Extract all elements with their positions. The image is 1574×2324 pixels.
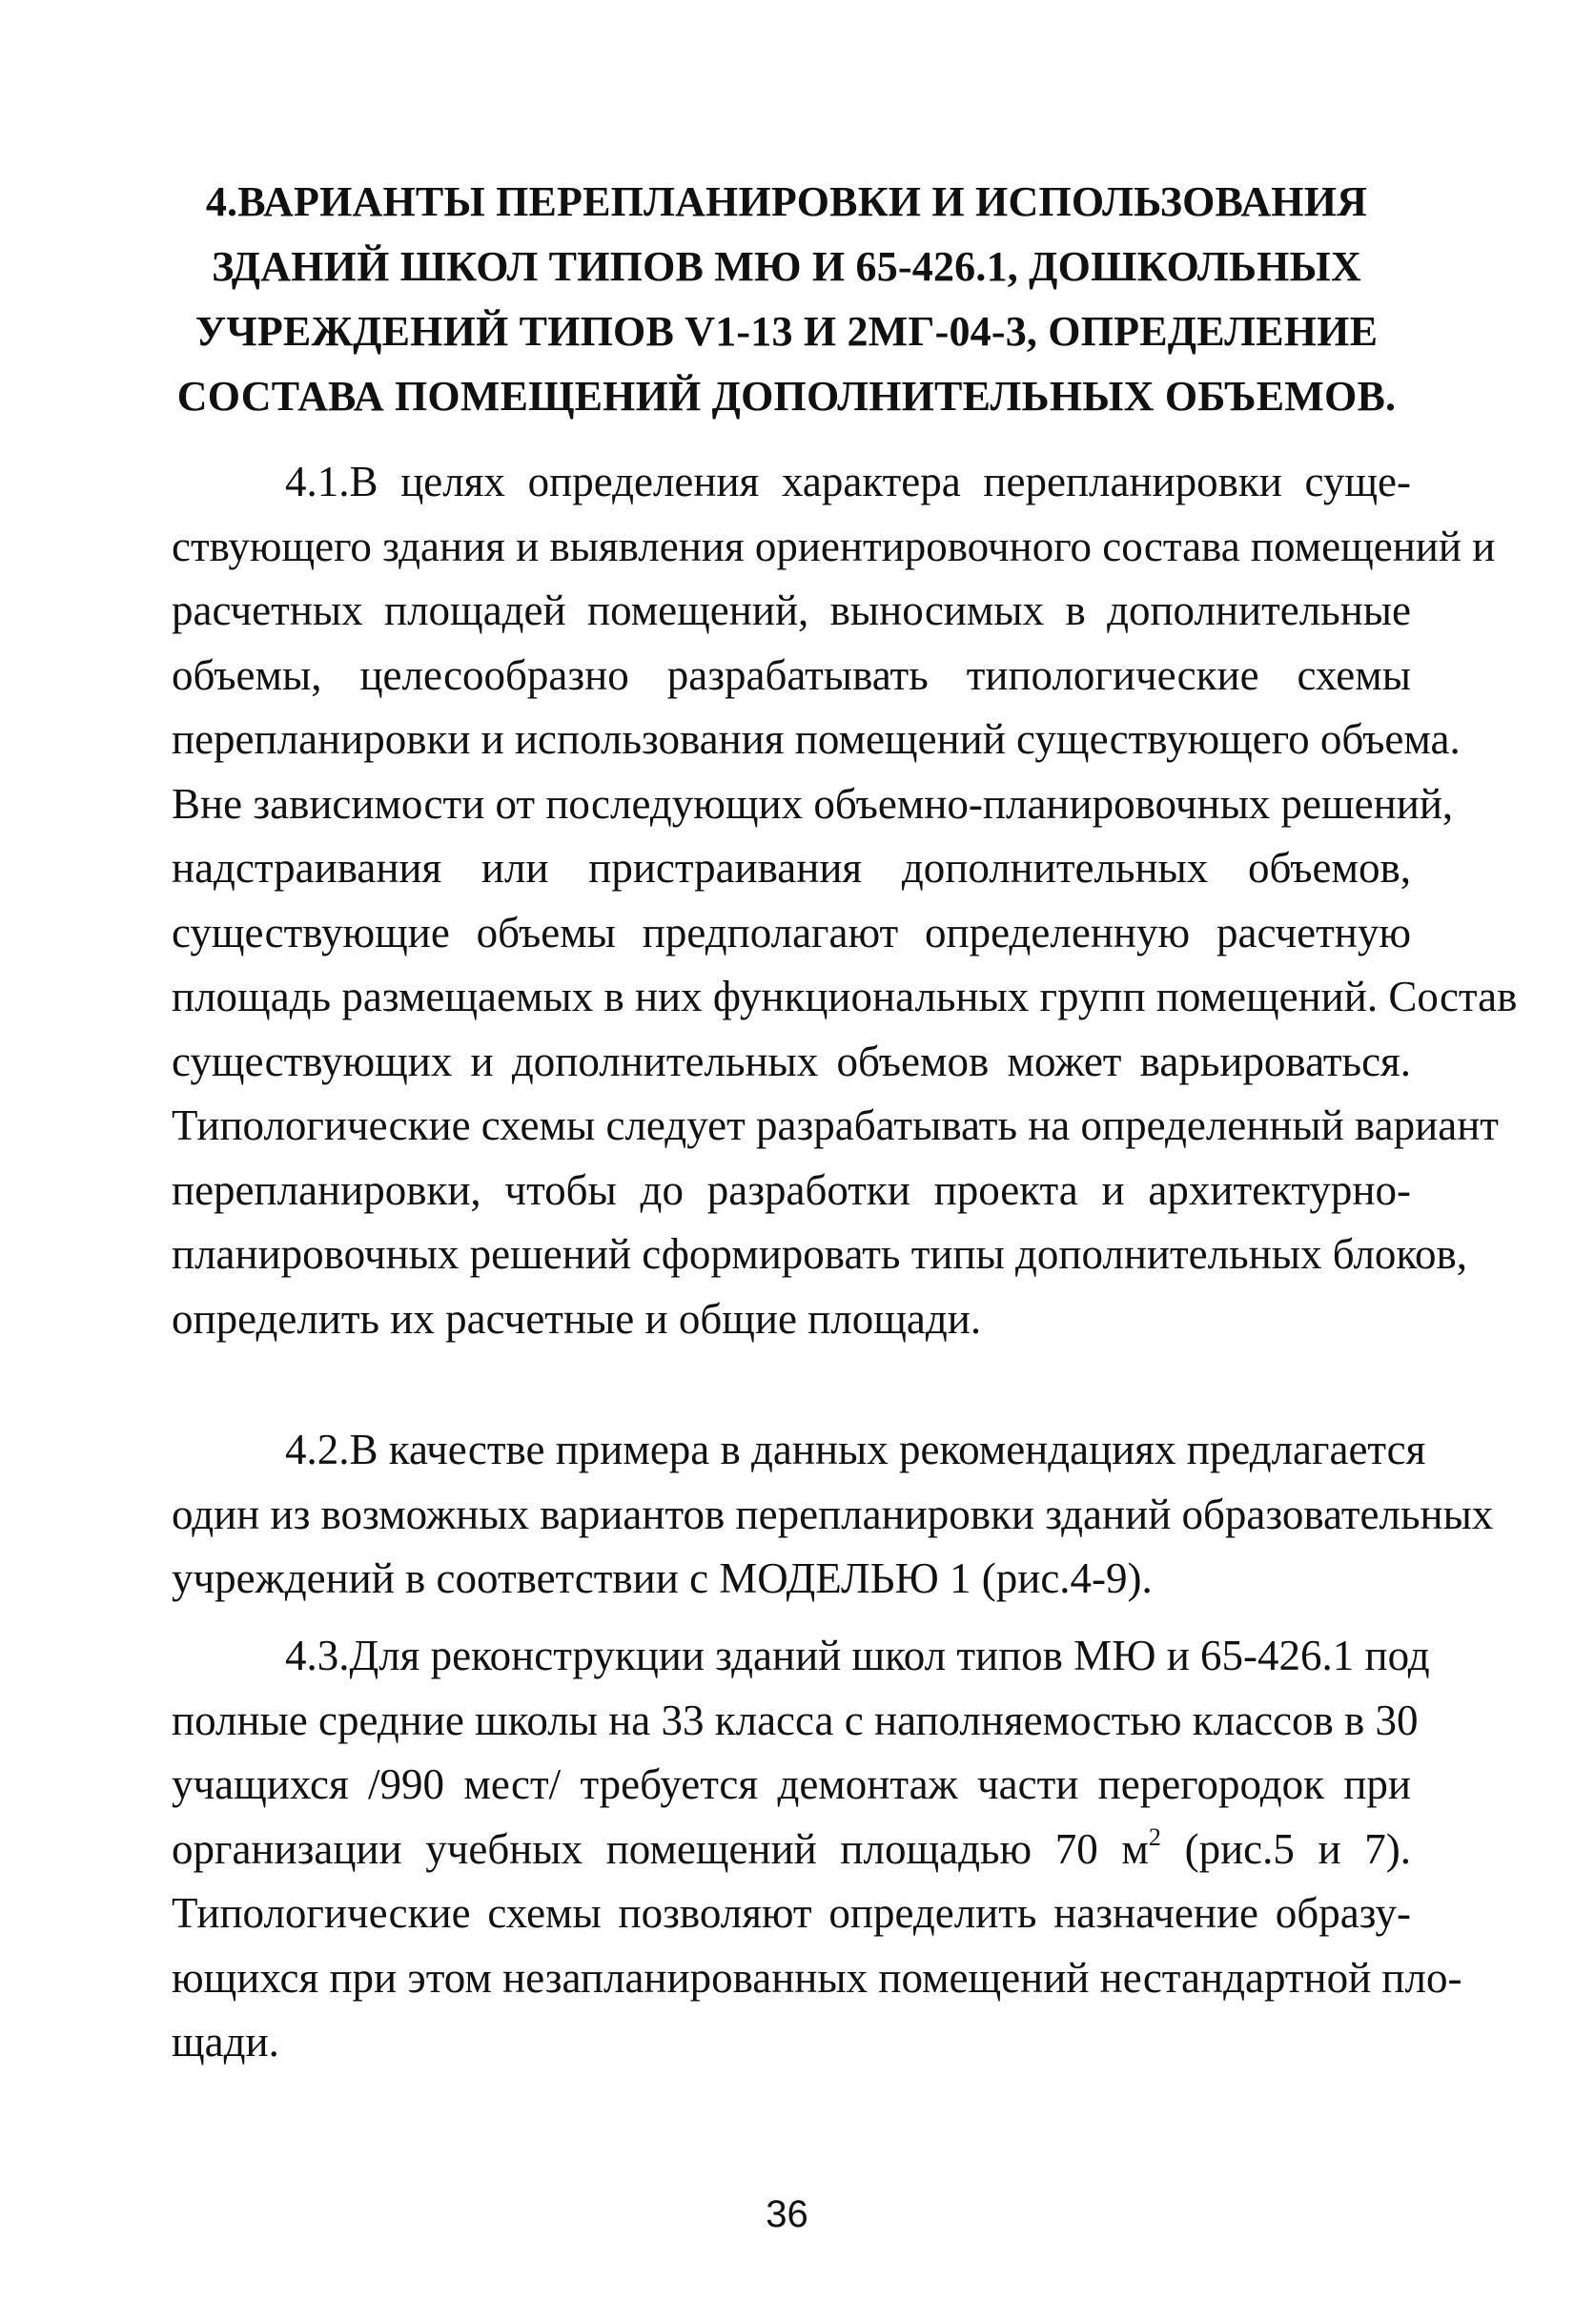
paragraph-4-3: [172, 1624, 1462, 2075]
text-line: 4.3.Для реконструкции зданий школ типов МЮ и 65-426.1 под: [285, 1632, 1430, 1679]
text-fragment: (рис.5 и 7).: [1160, 1824, 1411, 1873]
page-number: 36: [766, 2193, 808, 2235]
text-line: надстраивания или пристраивания дополнительных объемов,: [172, 844, 1411, 892]
text-line: 4.2.В качестве примера в данных рекомендациях предлагается: [285, 1426, 1426, 1473]
text-line: объемы, целесообразно разрабатывать типологические схемы: [172, 650, 1411, 699]
text-line: учащихся /990 мест/ требуется демонтаж части перегородок при: [172, 1760, 1411, 1808]
text-line: щади.: [172, 2018, 279, 2066]
text-line: полные средние школы на 33 класса с наполняемостью классов в 30: [172, 1696, 1419, 1744]
text-line: существующих и дополнительных объемов может варьироваться.: [172, 1037, 1411, 1085]
superscript: 2: [1148, 1822, 1161, 1851]
text-line-with-superscript: [172, 1818, 1411, 1882]
text-line: планировочных решений сформировать типы дополнительных блоков,: [172, 1230, 1468, 1278]
text-line: 4.1.В целях определения характера перепланировки суще-: [285, 458, 1411, 505]
text-line: площадь размещаемых в них функциональных групп помещений. Состав: [172, 973, 1518, 1020]
text-line: Типологические схемы позволяют определить назначение образу-: [172, 1889, 1411, 1937]
text-line: ющихся при этом незапланированных помещений нестандартной пло-: [172, 1953, 1462, 2002]
text-line: ствующего здания и выявления ориентировочного состава помещений и: [172, 522, 1496, 570]
text-line: расчетных площадей помещений, выносимых в дополнительные: [172, 586, 1411, 634]
text-line: существующие объемы предполагают определенную расчетную: [172, 908, 1411, 956]
text-line: Типологические схемы следует разрабатывать на определенный вариант: [172, 1101, 1499, 1149]
text-line: перепланировки и использования помещений существующего объема.: [172, 715, 1461, 763]
text-line: один из возможных вариантов перепланировки зданий образовательных: [172, 1490, 1494, 1538]
heading-line: ЗДАНИЙ ШКОЛ ТИПОВ МЮ И 65-426.1, ДОШКОЛЬНЫХ: [212, 243, 1361, 290]
heading-line: 4.ВАРИАНТЫ ПЕРЕПЛАНИРОВКИ И ИСПОЛЬЗОВАНИЯ: [205, 178, 1368, 225]
paragraph-4-1: [172, 450, 1518, 1351]
section-heading: [153, 170, 1421, 429]
text-line: перепланировки, чтобы до разработки проекта и архитектурно-: [172, 1165, 1411, 1214]
text-fragment: организации учебных помещений площадью 70 м: [172, 1824, 1149, 1873]
text-line: Вне зависимости от последующих объемно-планировочных решений,: [172, 779, 1454, 828]
text-line: учреждений в соответствии с МОДЕЛЬЮ 1 (рис.4-9).: [172, 1554, 1153, 1602]
heading-line: УЧРЕЖДЕНИЙ ТИПОВ V1-13 И 2МГ-04-3, ОПРЕДЕЛЕНИЕ: [194, 308, 1379, 355]
text-line: определить их расчетные и общие площади.: [172, 1294, 982, 1343]
heading-line: СОСТАВА ПОМЕЩЕНИЙ ДОПОЛНИТЕЛЬНЫХ ОБЪЕМОВ.: [176, 373, 1397, 420]
paragraph-4-2: [172, 1418, 1494, 1612]
